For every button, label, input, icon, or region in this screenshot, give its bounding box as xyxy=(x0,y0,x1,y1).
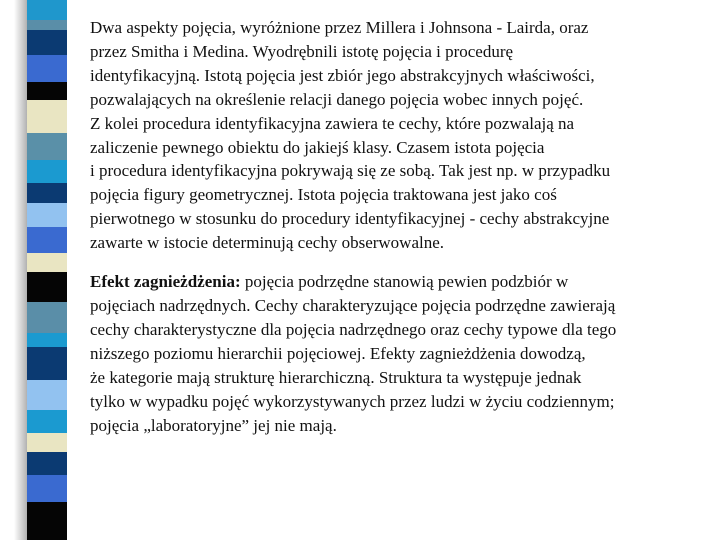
stripe-segment xyxy=(27,0,67,20)
stripe-segment xyxy=(27,160,67,183)
stripe-segment xyxy=(27,502,67,540)
text-line: i procedura identyfikacyjna pokrywają się ze sobą. Tak jest np. w przypadku xyxy=(90,161,611,181)
text-line: że kategorie mają strukturę hierarchiczną. Struktura ta występuje jednak xyxy=(90,367,582,387)
paragraph-2 xyxy=(90,270,720,437)
slide-body xyxy=(90,16,720,437)
text-line: pojęcia figury geometrycznej. Istota pojęcia traktowana jest jako coś xyxy=(90,185,557,205)
stripe-segment xyxy=(27,475,67,502)
stripe-segment xyxy=(27,100,67,133)
stripe-segment xyxy=(27,333,67,347)
stripe-segment xyxy=(27,253,67,272)
term-heading: Efekt zagnieżdżenia: xyxy=(90,272,241,292)
paragraph-1 xyxy=(90,16,720,255)
decorative-stripe xyxy=(27,0,67,540)
text-line: przez Smitha i Medina. Wyodrębnili istotę pojęcia i procedurę xyxy=(90,41,514,61)
stripe-segment xyxy=(27,82,67,100)
text-fragment: pojęcia podrzędne stanowią pewien podzbiór w xyxy=(240,272,569,292)
text-line: tylko w wypadku pojęć wykorzystywanych przez ludzi w życiu codziennym; xyxy=(90,391,615,411)
stripe-segment xyxy=(27,347,67,380)
stripe-segment xyxy=(27,203,67,227)
stripe-segment xyxy=(27,452,67,475)
text-line: Z kolei procedura identyfikacyjna zawiera te cechy, które pozwalają na xyxy=(90,113,575,133)
stripe-segment xyxy=(27,433,67,452)
text-line: niższego poziomu hierarchii pojęciowej. Efekty zagnieżdżenia dowodzą, xyxy=(90,343,586,363)
stripe-segment xyxy=(27,380,67,410)
text-line: pozwalających na określenie relacji danego pojęcia wobec innych pojęć. xyxy=(90,89,584,109)
stripe-segment xyxy=(27,20,67,30)
text-line xyxy=(90,270,720,294)
text-line: pierwotnego w stosunku do procedury identyfikacyjnej - cechy abstrakcyjne xyxy=(90,209,610,229)
stripe-segment xyxy=(27,302,67,333)
text-line: identyfikacyjną. Istotą pojęcia jest zbiór jego abstrakcyjnych właściwości, xyxy=(90,65,595,85)
text-line: pojęcia „laboratoryjne” jej nie mają. xyxy=(90,415,337,435)
stripe-segment xyxy=(27,227,67,253)
stripe-segment xyxy=(27,272,67,302)
stripe-segment xyxy=(27,133,67,160)
stripe-segment xyxy=(27,55,67,82)
text-line: pojęciach nadrzędnych. Cechy charakteryzujące pojęcia podrzędne zawierają xyxy=(90,295,616,315)
stripe-segment xyxy=(27,183,67,203)
text-line: cechy charakterystyczne dla pojęcia nadrzędnego oraz cechy typowe dla tego xyxy=(90,319,617,339)
text-line: Dwa aspekty pojęcia, wyróżnione przez Millera i Johnsona - Lairda, oraz xyxy=(90,18,589,37)
text-line: zaliczenie pewnego obiektu do jakiejś klasy. Czasem istota pojęcia xyxy=(90,137,545,157)
stripe-segment xyxy=(27,30,67,55)
text-line: zawarte w istocie determinują cechy obserwowalne. xyxy=(90,233,445,253)
stripe-segment xyxy=(27,410,67,433)
